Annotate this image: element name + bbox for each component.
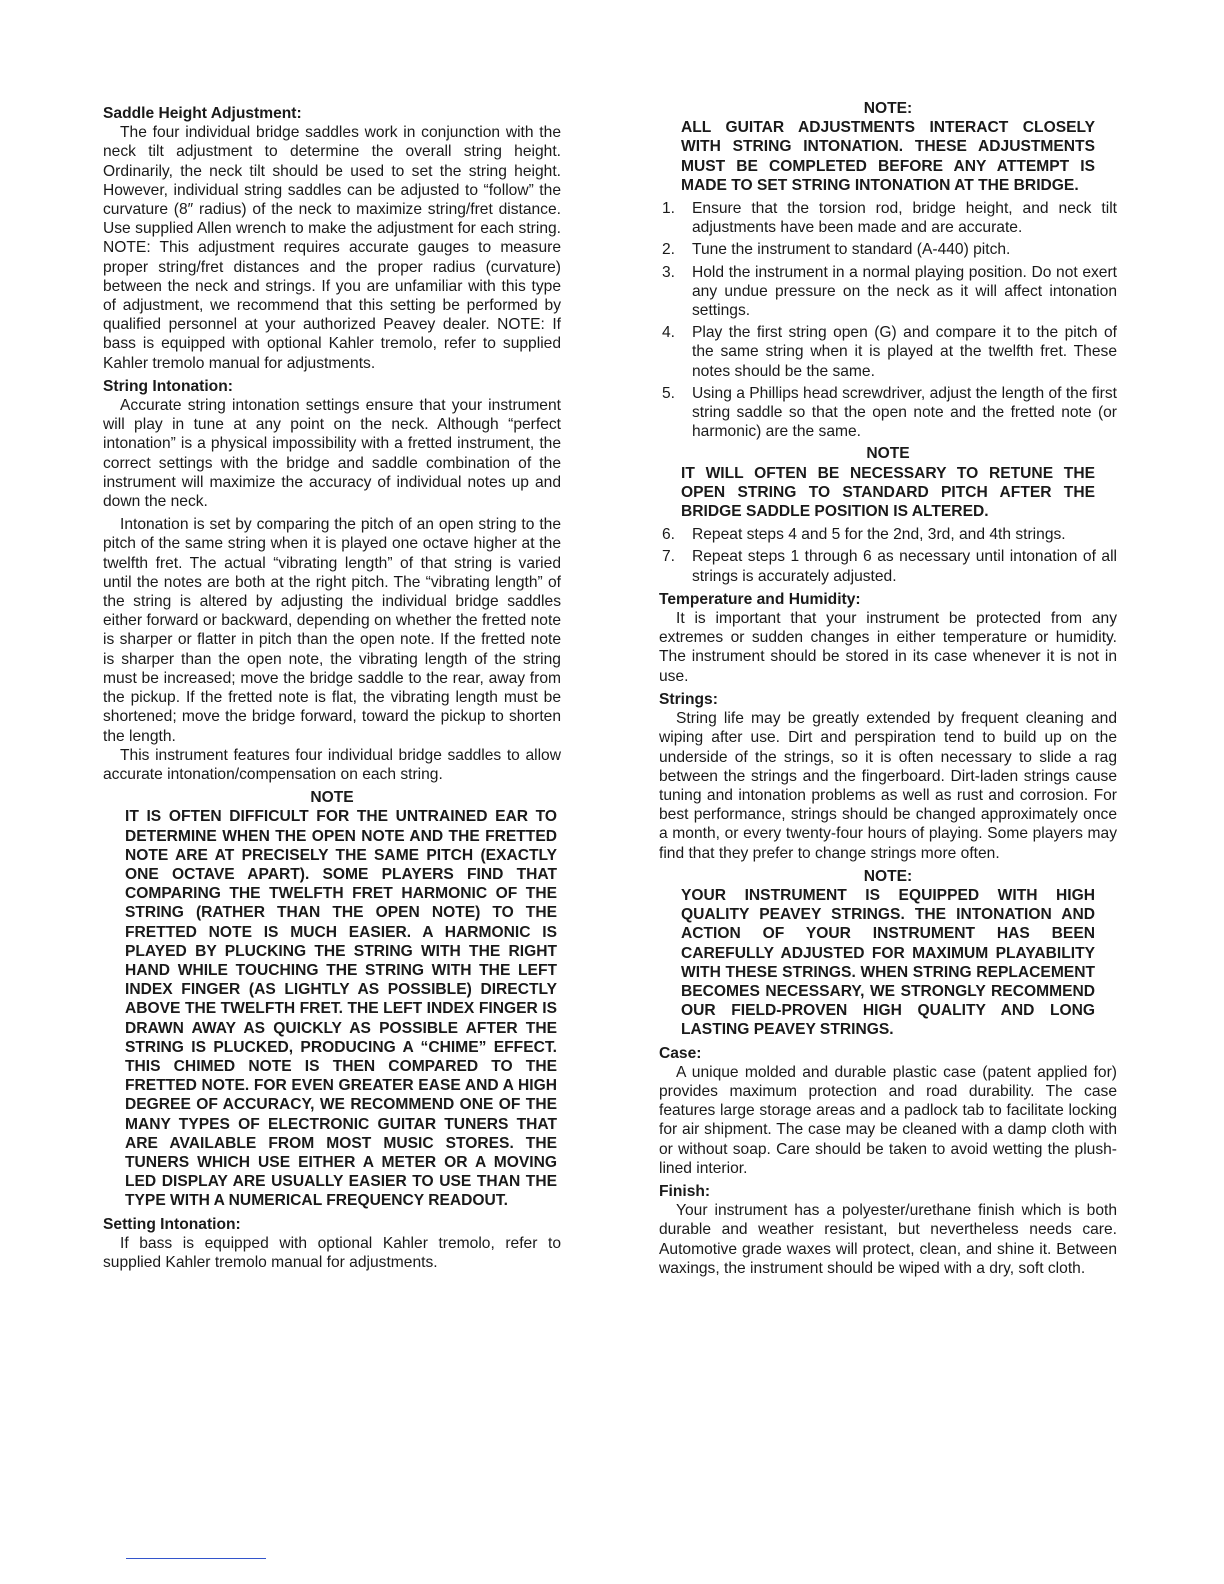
adjustments-note-box	[659, 99, 1117, 195]
setting-intonation-section	[103, 1215, 561, 1273]
step-text: Repeat steps 4 and 5 for the 2nd, 3rd, and 4th strings.	[692, 526, 1066, 544]
list-item	[659, 384, 1117, 442]
peavey-strings-note-text: YOUR INSTRUMENT IS EQUIPPED WITH HIGH QUALITY PEAVEY STRINGS. THE INTONATION AND ACTION OF YOUR INSTRUMENT HAS BEEN CAREFULLY ADJUSTED FOR MAXIMUM PLAYABILITY WITH THESE STRINGS. WHEN STRING REPLACEMENT BECOMES NECESSARY, WE STRONGLY RECOMMEND OUR FIELD-PROVEN HIGH QUALITY AND LONG LASTING PEAVEY STRINGS.	[681, 886, 1095, 1039]
step-text: Hold the instrument in a normal playing position. Do not exert any undue pressure on the neck as it will affect intonation settings.	[692, 263, 1117, 320]
string-intonation-paragraph-3: This instrument features four individual bridge saddles to allow accurate intonation/compensation on each string.	[103, 746, 561, 783]
string-intonation-paragraph-1: Accurate string intonation settings ensure that your instrument will play in tune at any point on the neck. Although “perfect intonation” is a physical impossibility with a fretted instrument, the correct settings with the bridge and saddle combination of the instrument will maximize the accuracy of individual notes up and down the neck.	[103, 397, 561, 511]
case-text: A unique molded and durable plastic case (patent applied for) provides maximum protection and road durability. The case features large storage areas and a padlock tab to facilitate locking for air shipment. The case may be cleaned with a damp cloth with or without soap. Care should be taken to avoid wetting the plush-lined interior.	[659, 1063, 1117, 1177]
harmonic-note-title: NOTE	[310, 789, 354, 807]
saddle-height-section	[103, 104, 561, 373]
intonation-steps-list-b	[659, 525, 1117, 586]
strings-section	[659, 690, 1117, 863]
step-number: 6.	[662, 526, 676, 544]
step-number: 4.	[662, 324, 676, 342]
right-column	[659, 99, 1117, 1278]
left-column	[103, 104, 561, 1272]
harmonic-note-box	[103, 788, 561, 1210]
case-section	[659, 1044, 1117, 1178]
temperature-text: It is important that your instrument be protected from any extremes or sudden changes in either temperature or humidity. The instrument should be stored in its case whenever it is not in use.	[659, 610, 1117, 685]
list-item	[659, 547, 1117, 585]
strings-heading: Strings:	[659, 690, 718, 708]
retune-note-title: NOTE	[866, 445, 910, 463]
step-number: 1.	[662, 200, 676, 218]
harmonic-note-text: IT IS OFTEN DIFFICULT FOR THE UNTRAINED EAR TO DETERMINE WHEN THE OPEN NOTE AND THE FRETTED NOTE ARE AT PRECISELY THE SAME PITCH (EXACTLY ONE OCTAVE APART). SOME PLAYERS FIND THAT COMPARING THE TWELFTH FRET HARMONIC OF THE STRING (RATHER THAN THE OPEN NOTE) TO THE FRETTED NOTE IS MUCH EASIER. A HARMONIC IS PLAYED BY PLUCKING THE STRING WITH THE RIGHT HAND WHILE TOUCHING THE STRING WITH THE LEFT INDEX FINGER (AS LIGHTLY AS POSSIBLE) DIRECTLY ABOVE THE TWELFTH FRET. THE LEFT INDEX FINGER IS DRAWN AWAY AS QUICKLY AS POSSIBLE AFTER THE STRING IS PLUCKED, PRODUCING A “CHIME” EFFECT. THIS CHIMED NOTE IS THEN COMPARED TO THE FRETTED NOTE. FOR EVEN GREATER EASE AND A HIGH DEGREE OF ACCURACY, WE RECOMMEND ONE OF THE MANY TYPES OF ELECTRONIC GUITAR TUNERS THAT ARE AVAILABLE FROM MOST MUSIC STORES. THE TUNERS WHICH USE EITHER A METER OR A MOVING LED DISPLAY ARE USUALLY EASIER TO USE THAN THE TYPE WITH A NUMERICAL FREQUENCY READOUT.	[125, 808, 557, 1210]
adjustments-note-text: ALL GUITAR ADJUSTMENTS INTERACT CLOSELY WITH STRING INTONATION. THESE ADJUSTMENTS MUST BE COMPLETED BEFORE ANY ATTEMPT IS MADE TO SET STRING INTONATION AT THE BRIDGE.	[681, 119, 1095, 194]
list-item	[659, 263, 1117, 321]
retune-note-box	[659, 444, 1117, 521]
retune-note-text: IT WILL OFTEN BE NECESSARY TO RETUNE THE OPEN STRING TO STANDARD PITCH AFTER THE BRIDGE SADDLE POSITION IS ALTERED.	[681, 464, 1095, 521]
list-item	[659, 525, 1117, 544]
saddle-height-heading: Saddle Height Adjustment:	[103, 105, 302, 122]
step-text: Play the first string open (G) and compare it to the pitch of the same string when it is played at the twelfth fret. These notes should be the same.	[692, 324, 1117, 380]
step-number: 3.	[662, 263, 676, 281]
list-item	[659, 240, 1117, 259]
step-text: Using a Phillips head screwdriver, adjust the length of the first string saddle so that the open note and the fretted note (or harmonic) are the same.	[692, 384, 1117, 441]
peavey-strings-note-box	[659, 867, 1117, 1040]
saddle-height-text: The four individual bridge saddles work in conjunction with the neck tilt adjustment to determine the overall string height. Ordinarily, the neck tilt should be used to set the string height. However, individual string saddles can be adjusted to “follow” the curvature (8″ radius) of the neck to maximize string/fret distance. Use supplied Allen wrench to make the adjustment for each string. NOTE: This adjustment requires accurate gauges to measure proper string/fret distances and the proper radius (curvature) between the neck and strings. If you are unfamiliar with this type of adjustment, we recommend that this setting be performed by qualified personnel at your authorized Peavey dealer. NOTE: If bass is equipped with optional Kahler tremolo, refer to supplied Kahler tremolo manual for adjustments.	[103, 124, 561, 372]
list-item	[659, 199, 1117, 237]
step-text: Tune the instrument to standard (A-440) pitch.	[692, 241, 1011, 259]
step-text: Ensure that the torsion rod, bridge height, and neck tilt adjustments have been made and are accurate.	[692, 200, 1117, 237]
footnote-rule	[126, 1558, 266, 1559]
adjustments-note-title: NOTE:	[863, 100, 913, 117]
finish-section	[659, 1182, 1117, 1278]
setting-intonation-text: If bass is equipped with optional Kahler tremolo, refer to supplied Kahler tremolo manual for adjustments.	[103, 1234, 561, 1271]
temperature-section	[659, 590, 1117, 686]
string-intonation-paragraph-2: Intonation is set by comparing the pitch of an open string to the pitch of the same string when it is played one octave higher at the twelfth fret. The actual “vibrating length” of that string is varied until the notes are both at the right pitch. The “vibrating length” of the string is altered by adjusting the individual bridge saddles either forward or backward, depending on whether the fretted note is sharper or flatter in pitch than the open note. If the fretted note is sharper than the open note, the vibrating length of the string must be increased; move the bridge saddle to the rear, away from the pickup. If the fretted note is flat, the vibrating length must be shortened; move the bridge forward, toward the pickup to shorten the length.	[103, 516, 561, 745]
finish-text: Your instrument has a polyester/urethane finish which is both durable and weather resistant, but nevertheless needs care. Automotive grade waxes will protect, clean, and shine it. Between waxings, the instrument should be wiped with a dry, soft cloth.	[659, 1202, 1117, 1277]
string-intonation-section	[103, 377, 561, 784]
step-text: Repeat steps 1 through 6 as necessary until intonation of all strings is accurately adjusted.	[692, 548, 1117, 585]
string-intonation-heading: String Intonation:	[103, 377, 233, 395]
finish-heading: Finish:	[659, 1182, 711, 1200]
case-heading: Case:	[659, 1044, 702, 1062]
step-number: 5.	[662, 384, 676, 402]
strings-text: String life may be greatly extended by frequent cleaning and wiping after use. Dirt and perspiration tend to build up on the underside of the strings, so it is often necessary to slide a rag between the strings and the fingerboard. Dirt-laden strings cause tuning and intonation problems as well as rust and corrosion. For best performance, strings should be changed approximately once a month, or every twenty-four hours of playing. Some players may find that they prefer to change strings more often.	[659, 710, 1117, 862]
temperature-heading: Temperature and Humidity:	[659, 590, 861, 608]
peavey-strings-note-title: NOTE:	[863, 867, 913, 885]
setting-intonation-heading: Setting Intonation:	[103, 1215, 241, 1233]
list-item	[659, 323, 1117, 381]
step-number: 7.	[662, 548, 676, 566]
intonation-steps-list-a	[659, 199, 1117, 441]
step-number: 2.	[662, 241, 676, 259]
